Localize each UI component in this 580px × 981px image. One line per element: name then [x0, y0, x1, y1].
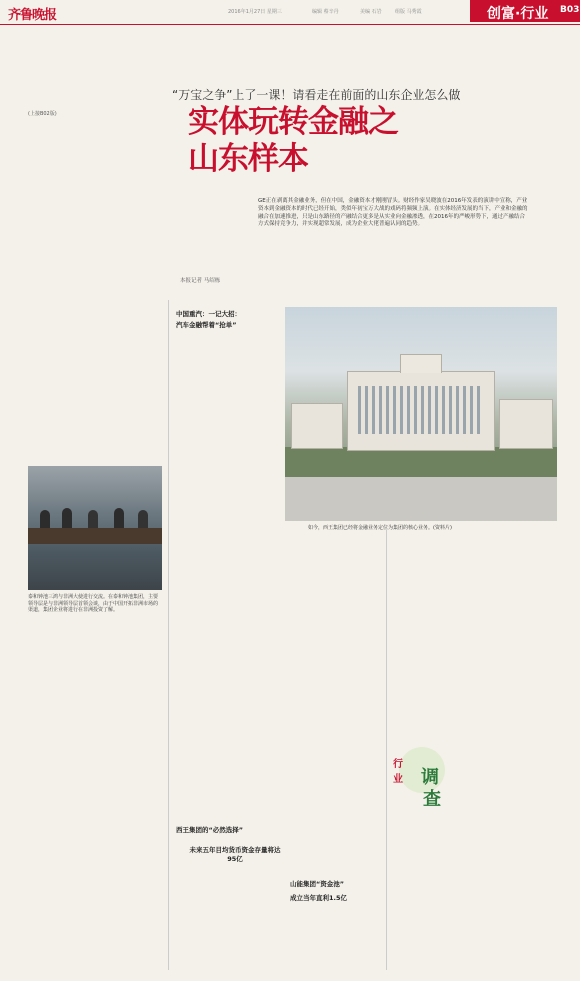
newspaper-logo: 齐鲁晚报	[8, 8, 57, 23]
article-lead: GE正在剥离其金融业务，但在中国，金融资本才刚刚冒头。财经作家吴晓波在2016年发表的演讲中宣称，产业资本到金融资本的时代已经开始，类似年初宝万大战的戏码将频频上演。在实体经济发展的当下，产业和金融的融合在加速推进，只是山东路径的产融结合更多是从实业向金融渗透，在2016年的严峻形势下，通过产融结合方式保持竞争力，并实现超常发展，成为企业大佬普遍认同的趋势。	[258, 198, 528, 228]
badge-text-line2: 调	[421, 767, 439, 788]
subhead-shanneng-2: 成立当年直利1.5亿	[290, 894, 348, 902]
mid-body-text-2	[176, 868, 280, 972]
right-body-text-5	[290, 908, 382, 972]
article-headline	[188, 104, 488, 178]
section-title: 创富·行业	[487, 6, 549, 22]
subhead-sinotruk-2: 汽车金融帮着“抢单”	[176, 321, 237, 329]
mid-body-text-1	[176, 336, 280, 820]
person-silhouette	[138, 510, 148, 528]
building-windows	[358, 386, 482, 434]
headline-line-1: 实体玩转金融之	[188, 104, 398, 140]
meeting-table	[28, 528, 162, 544]
side-building	[291, 403, 343, 449]
plaza	[285, 477, 557, 521]
proof-credit: 组版 马秀霞	[395, 9, 422, 15]
headline-line-2: 山东样本	[188, 141, 308, 177]
left-body-text-2	[28, 622, 162, 972]
left-body-text-1	[28, 120, 162, 462]
badge-text-line3: 查	[423, 789, 441, 810]
editor-credit: 编辑 蔡辛丹	[312, 9, 339, 15]
building-tower	[400, 354, 442, 373]
person-silhouette	[114, 508, 124, 528]
article-kicker: “万宝之争”上了一课！请看走在前面的山东企业怎么做	[172, 88, 461, 102]
header-rule	[0, 24, 580, 25]
right-body-text-4	[290, 820, 382, 876]
main-photo-caption: 如今，西王集团已经将金融业务定位为集团的核心业务。(资料片)	[308, 525, 452, 531]
issue-date: 2016年1月27日 星期三	[228, 9, 282, 15]
article-byline: 本报记者 马绍栋	[180, 278, 221, 284]
subhead-xiwang: 西王集团的“必然选择”	[176, 826, 244, 834]
lawn	[285, 447, 557, 477]
subhead-xiwang-2: 未来五年目均货币资金存量将达95亿	[189, 846, 281, 863]
badge-text-line1: 行业	[393, 759, 403, 785]
ambassador-meeting-photo	[28, 466, 162, 590]
left-photo-caption: 泰和钟池三鸿与非洲大使进行交流。在泰和钟池集团，主要领导层是与非洲领导层首领会谈，由于中国开拓非洲市场的渠道，集团企业将进行在非洲投资了解。	[28, 594, 159, 614]
right-body-text-2	[394, 540, 470, 740]
continued-note: (上接B02版)	[28, 111, 57, 117]
headquarters-building	[347, 371, 495, 451]
column-divider	[168, 300, 169, 970]
right-body-text-3	[476, 540, 558, 972]
person-silhouette	[62, 508, 72, 528]
person-silhouette	[88, 510, 98, 528]
right-body-text-1	[290, 540, 382, 814]
page-number: B03	[560, 5, 580, 15]
column-divider	[386, 530, 387, 970]
right-body-text-6	[394, 806, 470, 972]
subhead-shanneng-1: 山能集团“资金池”	[290, 880, 345, 888]
xiwang-headquarters-photo	[285, 307, 557, 521]
design-credit: 美编 石岩	[360, 9, 382, 15]
side-building	[499, 399, 553, 449]
person-silhouette	[40, 510, 50, 528]
subhead-sinotruk-1: 中国重汽：一记大招：	[176, 310, 241, 318]
